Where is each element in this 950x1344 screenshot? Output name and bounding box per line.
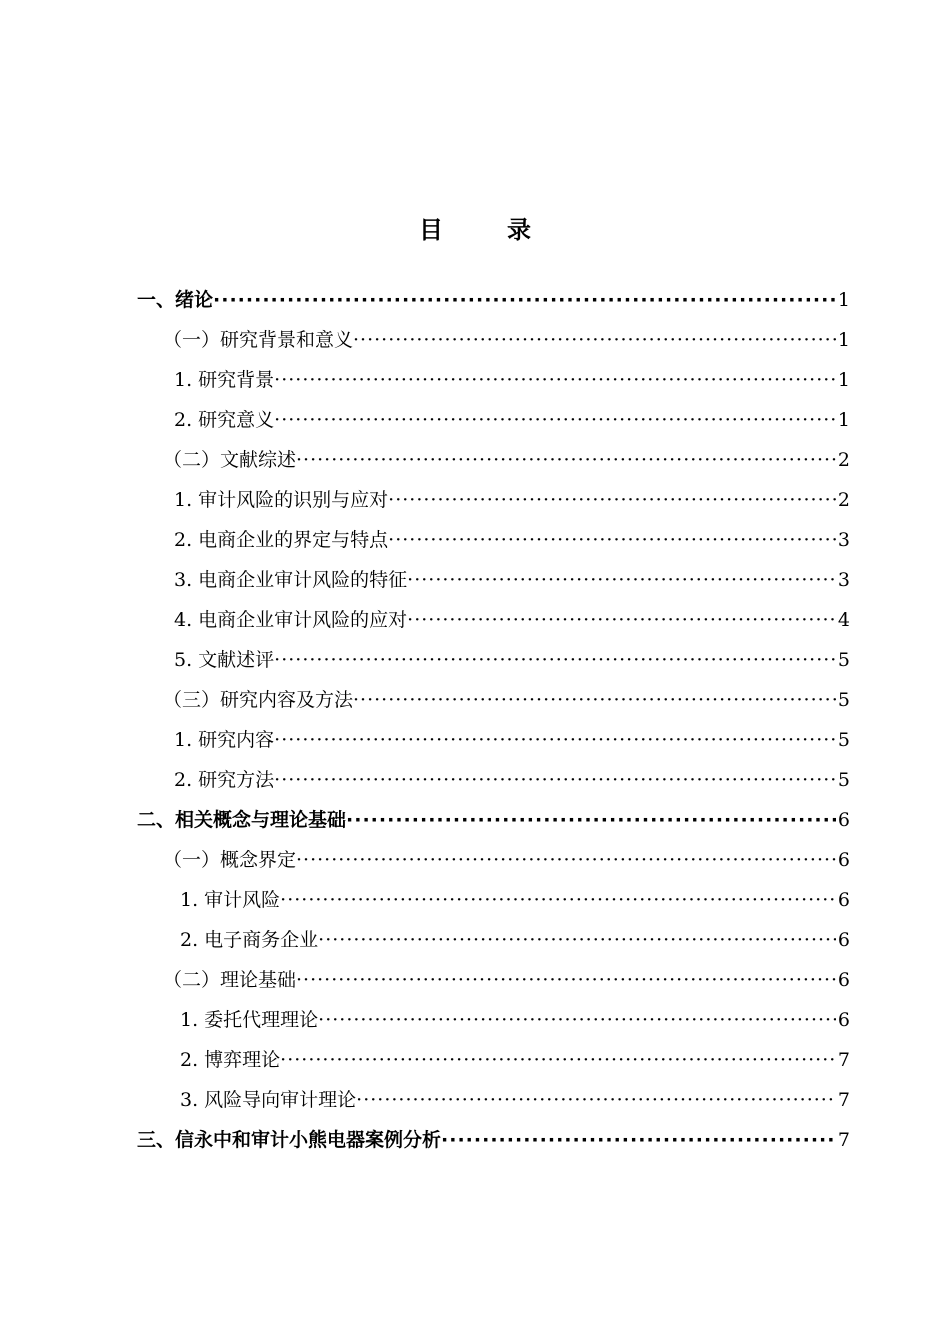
toc-entry[interactable] xyxy=(174,565,850,595)
toc-entry-label: （一）研究背景和意义 xyxy=(163,329,354,351)
toc-leader-dots xyxy=(407,565,836,595)
toc-leader-dots xyxy=(346,805,836,835)
toc-leader-dots xyxy=(280,1045,836,1075)
toc-entry-label: 2. 电子商务企业 xyxy=(180,929,319,951)
toc-entry[interactable] xyxy=(163,685,850,715)
toc-entry-label: 5. 文献述评 xyxy=(174,649,275,671)
toc-entry[interactable] xyxy=(174,485,850,515)
toc-entry[interactable] xyxy=(137,1125,850,1155)
toc-entry[interactable] xyxy=(163,845,850,875)
title-char-right: 录 xyxy=(507,216,531,244)
toc-entry-label: 1. 审计风险的识别与应对 xyxy=(174,489,389,511)
toc-entry[interactable] xyxy=(174,525,850,555)
toc-entry[interactable] xyxy=(180,1085,850,1115)
toc-entry[interactable] xyxy=(163,445,850,475)
toc-leader-dots xyxy=(274,405,836,435)
toc-entry[interactable] xyxy=(174,725,850,755)
toc-leader-dots xyxy=(407,605,836,635)
toc-entry-page-number: 1 xyxy=(837,369,850,391)
toc-entry[interactable] xyxy=(174,405,850,435)
toc-entry[interactable] xyxy=(174,765,850,795)
toc-entry-page-number: 1 xyxy=(837,289,850,311)
toc-entry[interactable] xyxy=(163,965,850,995)
toc-leader-dots xyxy=(388,485,836,515)
toc-entry[interactable] xyxy=(180,1045,850,1075)
toc-entry-page-number: 1 xyxy=(837,329,850,351)
toc-entry-page-number: 6 xyxy=(837,1009,850,1031)
toc-leader-dots xyxy=(318,1005,836,1035)
toc-entry[interactable] xyxy=(163,325,850,355)
toc-entry-page-number: 6 xyxy=(837,969,850,991)
toc-leader-dots xyxy=(356,1085,836,1115)
toc-entry-page-number: 3 xyxy=(837,569,850,591)
toc-entry-page-number: 3 xyxy=(837,529,850,551)
toc-entry-page-number: 5 xyxy=(837,649,850,671)
toc-entry-page-number: 5 xyxy=(837,689,850,711)
toc-leader-dots xyxy=(213,285,836,315)
toc-entry-label: 三、信永中和审计小熊电器案例分析 xyxy=(137,1129,442,1151)
toc-entry-page-number: 5 xyxy=(837,729,850,751)
toc-entry-label: 1. 研究背景 xyxy=(174,369,275,391)
toc-entry-label: 3. 电商企业审计风险的特征 xyxy=(174,569,408,591)
toc-entry-label: （二）文献综述 xyxy=(163,449,297,471)
toc-leader-dots xyxy=(280,885,836,915)
toc-entry-page-number: 6 xyxy=(837,929,850,951)
toc-leader-dots xyxy=(274,645,836,675)
toc-entry-page-number: 6 xyxy=(837,809,850,831)
title-char-left: 目 xyxy=(419,216,443,244)
toc-entry[interactable] xyxy=(174,645,850,675)
toc-entry-page-number: 6 xyxy=(837,889,850,911)
toc-leader-dots xyxy=(388,525,836,555)
toc-entry-label: 3. 风险导向审计理论 xyxy=(180,1089,357,1111)
toc-entry-label: 2. 博弈理论 xyxy=(180,1049,281,1071)
toc-leader-dots xyxy=(296,965,836,995)
toc-leader-dots xyxy=(296,845,836,875)
toc-entry-label: （三）研究内容及方法 xyxy=(163,689,354,711)
page-title xyxy=(0,210,950,245)
toc-leader-dots xyxy=(353,325,836,355)
toc-entry-page-number: 2 xyxy=(837,449,850,471)
toc-leader-dots xyxy=(274,725,836,755)
toc-entry-page-number: 4 xyxy=(837,609,850,631)
toc-entry-label: 2. 研究方法 xyxy=(174,769,275,791)
toc-leader-dots xyxy=(274,765,836,795)
toc-entry-page-number: 7 xyxy=(837,1089,850,1111)
toc-leader-dots xyxy=(296,445,836,475)
toc-entry-label: 2. 研究意义 xyxy=(174,409,275,431)
toc-entry-label: （二）理论基础 xyxy=(163,969,297,991)
toc-entry-label: 1. 委托代理理论 xyxy=(180,1009,319,1031)
toc-entry-label: 1. 审计风险 xyxy=(180,889,281,911)
toc-entry[interactable] xyxy=(180,885,850,915)
toc-entry-label: 1. 研究内容 xyxy=(174,729,275,751)
toc-entry-label: 一、绪论 xyxy=(137,289,214,311)
toc-entry[interactable] xyxy=(137,805,850,835)
toc-entry-label: （一）概念界定 xyxy=(163,849,297,871)
toc-leader-dots xyxy=(274,365,836,395)
toc-leader-dots xyxy=(353,685,836,715)
toc-entry[interactable] xyxy=(180,925,850,955)
toc-entry[interactable] xyxy=(174,605,850,635)
toc-entry[interactable] xyxy=(174,365,850,395)
toc-entry-page-number: 6 xyxy=(837,849,850,871)
toc-entry[interactable] xyxy=(180,1005,850,1035)
toc-entry-page-number: 1 xyxy=(837,409,850,431)
toc-leader-dots xyxy=(441,1125,836,1155)
toc-entry-page-number: 7 xyxy=(837,1049,850,1071)
toc-entry-page-number: 7 xyxy=(837,1129,850,1151)
toc-entry[interactable] xyxy=(137,285,850,315)
toc-entry-label: 二、相关概念与理论基础 xyxy=(137,809,347,831)
toc-entry-label: 2. 电商企业的界定与特点 xyxy=(174,529,389,551)
toc-entry-label: 4. 电商企业审计风险的应对 xyxy=(174,609,408,631)
toc-leader-dots xyxy=(318,925,836,955)
toc-entry-page-number: 2 xyxy=(837,489,850,511)
toc-entry-page-number: 5 xyxy=(837,769,850,791)
